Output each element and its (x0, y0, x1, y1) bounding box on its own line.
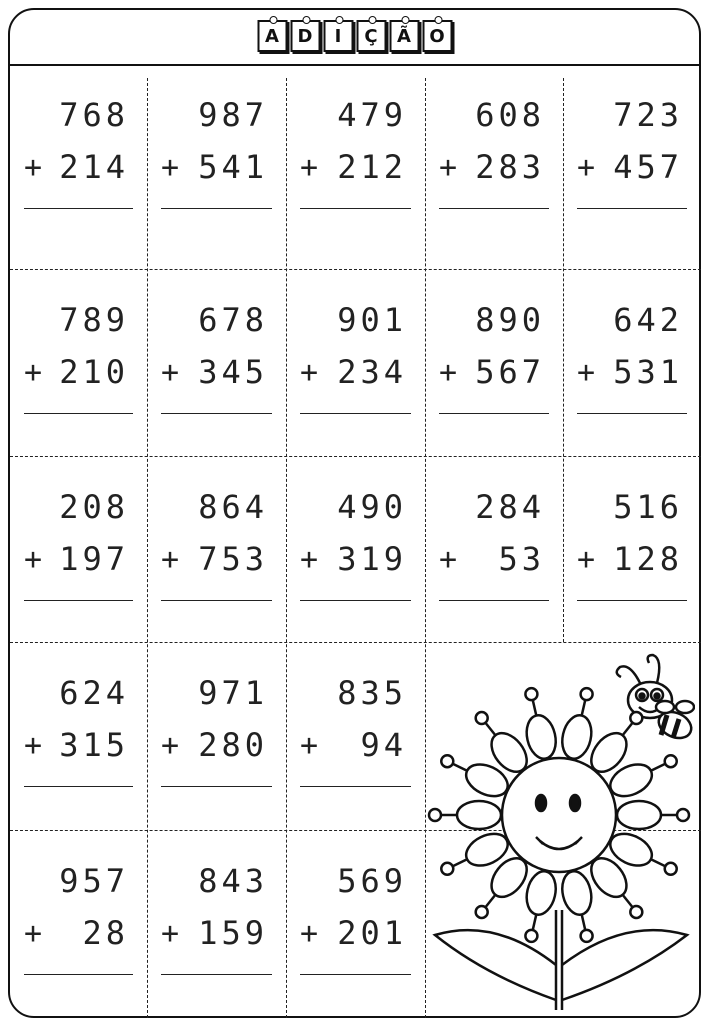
addend-bottom: 541 (198, 148, 268, 186)
addend-top: 678 (198, 301, 268, 339)
addition-problem (300, 862, 411, 982)
plus-sign: + (300, 916, 319, 951)
addend-top: 208 (59, 488, 129, 526)
answer-line[interactable] (161, 413, 272, 414)
smiling-flower-icon (425, 645, 695, 1010)
plus-sign: + (577, 355, 596, 390)
plus-sign: + (24, 542, 43, 577)
addend-bottom: 28 (59, 914, 129, 952)
answer-line[interactable] (161, 786, 272, 787)
addend-top: 479 (337, 96, 407, 134)
plus-sign: + (161, 728, 180, 763)
addition-problem (161, 96, 272, 216)
stamen-dot (581, 930, 593, 942)
plus-sign: + (577, 542, 596, 577)
answer-line[interactable] (300, 786, 411, 787)
petal (523, 868, 560, 917)
addition-problem (439, 488, 549, 608)
stamen-dot (581, 688, 593, 700)
header (10, 10, 699, 66)
stamen-line (651, 764, 665, 771)
plus-sign: + (439, 355, 458, 390)
grid-divider-horizontal (10, 269, 701, 270)
answer-line[interactable] (161, 600, 272, 601)
stamen-line (453, 859, 467, 866)
grid-divider-vertical (286, 78, 287, 1018)
grid-divider-vertical (563, 78, 564, 642)
addend-top: 723 (613, 96, 683, 134)
stamen-dot (476, 712, 488, 724)
stamen-line (651, 859, 665, 866)
title-letter: D (297, 25, 313, 47)
stamen-dot (665, 755, 677, 767)
grid-divider-horizontal (10, 456, 701, 457)
stamen-line (623, 895, 633, 908)
addition-problem (300, 488, 411, 608)
answer-line[interactable] (439, 208, 549, 209)
answer-line[interactable] (439, 413, 549, 414)
answer-line[interactable] (300, 413, 411, 414)
addend-bottom: 315 (59, 726, 129, 764)
title-tile (323, 20, 353, 52)
addend-bottom: 283 (475, 148, 545, 186)
grid-divider-vertical (147, 78, 148, 1018)
answer-line[interactable] (161, 974, 272, 975)
addend-bottom: 159 (198, 914, 268, 952)
answer-line[interactable] (300, 600, 411, 601)
addend-bottom: 234 (337, 353, 407, 391)
addition-problem (577, 96, 687, 216)
answer-line[interactable] (24, 413, 133, 414)
plus-sign: + (439, 542, 458, 577)
plus-sign: + (24, 150, 43, 185)
title-tile (422, 20, 452, 52)
addend-top: 516 (613, 488, 683, 526)
stamen-line (485, 895, 495, 908)
petal (558, 868, 595, 917)
answer-line[interactable] (300, 974, 411, 975)
addend-top: 569 (337, 862, 407, 900)
plus-sign: + (300, 150, 319, 185)
addition-problem (24, 674, 133, 794)
addition-problem (161, 488, 272, 608)
stamen-dot (441, 755, 453, 767)
page-title (257, 20, 452, 52)
plus-sign: + (24, 355, 43, 390)
addend-top: 490 (337, 488, 407, 526)
addend-top: 901 (337, 301, 407, 339)
title-letter: O (429, 25, 445, 47)
answer-line[interactable] (577, 208, 687, 209)
addend-bottom: 94 (337, 726, 407, 764)
title-tile (356, 20, 386, 52)
addend-top: 789 (59, 301, 129, 339)
addend-top: 608 (475, 96, 545, 134)
stamen-dot (665, 863, 677, 875)
stamen-line (485, 723, 495, 736)
addition-problem (24, 96, 133, 216)
answer-line[interactable] (24, 974, 133, 975)
plus-sign: + (300, 542, 319, 577)
petal (617, 801, 661, 829)
plus-sign: + (161, 150, 180, 185)
addend-top: 284 (475, 488, 545, 526)
title-tile (290, 20, 320, 52)
petal (558, 712, 595, 761)
plus-sign: + (161, 542, 180, 577)
addend-bottom: 319 (337, 540, 407, 578)
addition-problem (161, 301, 272, 421)
addend-top: 843 (198, 862, 268, 900)
answer-line[interactable] (577, 413, 687, 414)
plus-sign: + (300, 728, 319, 763)
stamen-line (582, 700, 586, 716)
addend-top: 987 (198, 96, 268, 134)
answer-line[interactable] (24, 600, 133, 601)
answer-line[interactable] (577, 600, 687, 601)
addend-top: 642 (613, 301, 683, 339)
addend-top: 890 (475, 301, 545, 339)
plus-sign: + (577, 150, 596, 185)
answer-line[interactable] (24, 786, 133, 787)
addend-bottom: 53 (475, 540, 545, 578)
stamen-line (453, 764, 467, 771)
plus-sign: + (300, 355, 319, 390)
stamen-line (582, 914, 586, 930)
addition-problem (300, 301, 411, 421)
addend-bottom: 280 (198, 726, 268, 764)
answer-line[interactable] (24, 208, 133, 209)
addend-top: 957 (59, 862, 129, 900)
plus-sign: + (439, 150, 458, 185)
addition-problem (24, 301, 133, 421)
addition-problem (577, 488, 687, 608)
stamen-dot (525, 930, 537, 942)
stamen-dot (476, 906, 488, 918)
addition-problem (439, 301, 549, 421)
title-letter: I (334, 25, 342, 47)
stamen-dot (630, 906, 642, 918)
answer-line[interactable] (161, 208, 272, 209)
addend-top: 624 (59, 674, 129, 712)
addend-top: 768 (59, 96, 129, 134)
title-letter: Ç (364, 25, 378, 47)
addition-problem (300, 674, 411, 794)
addend-bottom: 457 (613, 148, 683, 186)
addend-bottom: 201 (337, 914, 407, 952)
addition-problem (161, 862, 272, 982)
title-tile (389, 20, 419, 52)
addition-problem (161, 674, 272, 794)
addend-bottom: 345 (198, 353, 268, 391)
stamen-dot (441, 863, 453, 875)
petal (523, 712, 560, 761)
addend-bottom: 197 (59, 540, 129, 578)
plus-sign: + (24, 916, 43, 951)
answer-line[interactable] (439, 600, 549, 601)
stamen-line (623, 723, 633, 736)
addition-problem (300, 96, 411, 216)
addend-bottom: 214 (59, 148, 129, 186)
title-tile (257, 20, 287, 52)
stamen-dot (677, 809, 689, 821)
addition-problem (577, 301, 687, 421)
addend-top: 971 (198, 674, 268, 712)
addend-bottom: 567 (475, 353, 545, 391)
plus-sign: + (161, 355, 180, 390)
grid-divider-horizontal (10, 642, 701, 643)
title-letter: Ã (397, 25, 411, 47)
stamen-line (533, 700, 537, 716)
stamen-dot (630, 712, 642, 724)
addition-problem (24, 488, 133, 608)
addition-problem (24, 862, 133, 982)
addend-bottom: 210 (59, 353, 129, 391)
stamen-dot (429, 809, 441, 821)
addend-top: 864 (198, 488, 268, 526)
petal (457, 801, 501, 829)
plus-sign: + (161, 916, 180, 951)
stamen-dot (525, 688, 537, 700)
addend-bottom: 753 (198, 540, 268, 578)
stamen-line (533, 914, 537, 930)
addition-problem (439, 96, 549, 216)
answer-line[interactable] (300, 208, 411, 209)
addend-bottom: 531 (613, 353, 683, 391)
addend-top: 835 (337, 674, 407, 712)
addend-bottom: 128 (613, 540, 683, 578)
plus-sign: + (24, 728, 43, 763)
addend-bottom: 212 (337, 148, 407, 186)
title-letter: A (265, 25, 279, 47)
